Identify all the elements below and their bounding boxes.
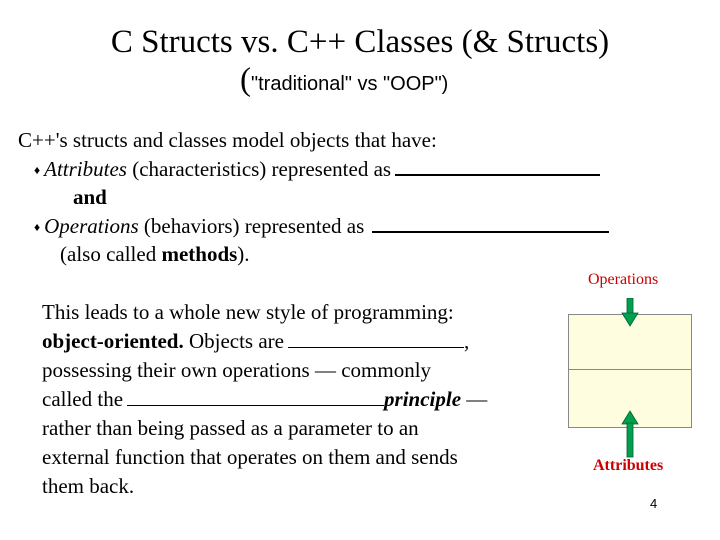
para-line-2-end: ,: [464, 329, 470, 353]
methods-line: [60, 241, 250, 267]
bullet-attributes: [34, 156, 600, 185]
subtitle-paren: (: [240, 62, 251, 98]
attributes-term: Attributes: [44, 157, 127, 181]
slide-subtitle: [240, 60, 448, 104]
para-line-7: them back.: [42, 474, 135, 498]
para-line-4-end: —: [461, 387, 488, 411]
para-line-4-text: called the: [42, 387, 124, 411]
objects-blank: [288, 330, 464, 348]
para-line-6: external function that operates on them and sends: [42, 445, 458, 469]
para-line-3: possessing their own operations — commonly: [42, 358, 432, 382]
methods-prefix: (also called: [60, 242, 162, 266]
operations-label: Operations: [588, 271, 659, 288]
slide-title: C Structs vs. C++ Classes (& Structs): [110, 24, 610, 60]
down-arrow-icon: [620, 298, 640, 328]
object-box-divider: [569, 369, 691, 370]
para-line-1: This leads to a whole new style of programming:: [42, 300, 454, 324]
up-arrow-icon: [620, 410, 640, 458]
principle-term: principle: [384, 387, 462, 411]
oop-term: object-oriented.: [42, 329, 184, 353]
page-number: 4: [650, 496, 658, 511]
attributes-blank: [395, 156, 600, 176]
methods-term: methods: [161, 242, 238, 266]
attributes-desc: (characteristics) represented as: [126, 157, 392, 181]
operations-term: Operations: [44, 214, 139, 238]
methods-suffix: ).: [237, 242, 250, 266]
para-line-5: rather than being passed as a parameter to an: [42, 416, 419, 440]
para-line-2-text: Objects are: [183, 329, 284, 353]
diamond-bullet-icon: ♦: [34, 163, 41, 177]
subtitle-text: "traditional" vs "OOP"): [251, 73, 449, 95]
diamond-bullet-icon: ♦: [34, 220, 41, 234]
operations-desc: (behaviors) represented as: [138, 214, 365, 238]
and-word: and: [73, 185, 107, 209]
bullet-operations: [34, 213, 609, 242]
principle-blank: [127, 388, 384, 406]
attributes-label: Attributes: [593, 457, 664, 474]
para-line-2: [42, 327, 469, 356]
and-line: [73, 184, 107, 210]
operations-blank: [372, 213, 609, 233]
para-line-4: [42, 385, 487, 414]
intro-line: C++'s structs and classes model objects that have:: [18, 128, 437, 152]
